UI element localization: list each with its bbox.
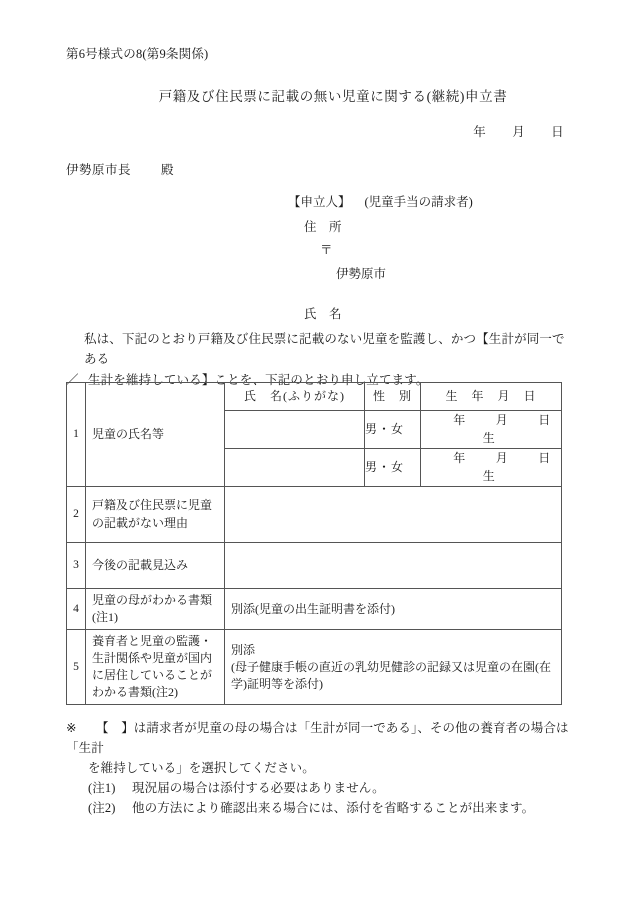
row-5-value-line-2: (母子健康手帳の直近の乳幼児健診の記録又は児童の在園(在 [231, 659, 551, 674]
row-4-value[interactable]: 別添(児童の出生証明書を添付) [225, 589, 562, 630]
child-2-sex-choice[interactable]: 男・女 [365, 449, 421, 487]
statement-line-2-text: 生計を維持している】ことを、下記のとおり申し立てます。 [88, 372, 429, 387]
notes-section [66, 718, 570, 818]
row-label-4: 児童の母がわかる書類(注1) [86, 589, 225, 630]
applicant-heading [288, 196, 473, 209]
note-1-label: (注1) [88, 781, 116, 795]
date-entry-line [473, 122, 564, 140]
addressee-honorific: 殿 [161, 163, 175, 177]
row-5-value[interactable] [225, 630, 562, 705]
child-1-dob-day: 日生 [482, 413, 551, 445]
addressee [66, 160, 174, 178]
applicant-name-label: 氏 名 [304, 307, 342, 321]
addressee-name: 伊勢原市長 [66, 163, 132, 177]
column-header-sex: 性 別 [365, 383, 421, 411]
date-year-label: 年 [473, 125, 487, 139]
statement-paragraph [66, 329, 566, 390]
row-number-4: 4 [67, 589, 86, 630]
applicant-block [288, 196, 473, 321]
note-1 [66, 778, 570, 798]
row-number-1: 1 [67, 383, 86, 487]
row-label-5: 養育者と児童の監護・生計関係や児童が国内に居住していることがわかる書類(注2) [86, 630, 225, 705]
row-number-5: 5 [67, 630, 86, 705]
row-5-value-line-3: 学)証明等を添付) [231, 676, 323, 691]
column-header-dob: 生 年 月 日 [421, 383, 562, 411]
document-title: 戸籍及び住民票に記載の無い児童に関する(継続)申立書 [158, 89, 508, 104]
note-marker-icon: ※ [66, 721, 77, 735]
row-number-2: 2 [67, 487, 86, 543]
table-row-header [67, 383, 562, 411]
note-2 [66, 798, 570, 818]
row-2-value-input[interactable] [225, 487, 562, 543]
child-2-dob-input[interactable] [421, 449, 562, 487]
child-1-name-input[interactable] [225, 411, 365, 449]
statement-slash: ／ [66, 372, 79, 387]
statement-line-1: 私は、下記のとおり戸籍及び住民票に記載のない児童を監護し、かつ【生計が同一である [84, 332, 565, 367]
table-row-3 [67, 543, 562, 589]
child-2-dob-month: 月 [495, 451, 509, 466]
form-code: 第6号様式の8(第9条関係) [66, 47, 209, 61]
declaration-table [66, 382, 562, 705]
applicant-city: 伊勢原市 [336, 266, 387, 281]
note-main-line-2: を維持している」を選択してください。 [88, 761, 315, 775]
child-1-dob-year: 年 [453, 413, 466, 428]
date-month-label: 月 [512, 125, 526, 139]
column-header-name: 氏 名(ふりがな) [225, 383, 365, 411]
row-label-2: 戸籍及び住民票に児童の記載がない理由 [86, 487, 225, 543]
child-2-dob-year: 年 [453, 451, 466, 466]
child-1-dob-input[interactable] [421, 411, 562, 449]
child-1-sex-choice[interactable]: 男・女 [365, 411, 421, 449]
date-day-label: 日 [551, 125, 564, 139]
applicant-bracket-label: 【申立人】 [288, 195, 351, 209]
postal-code-symbol: 〒 [320, 243, 333, 257]
row-number-3: 3 [67, 543, 86, 589]
child-2-name-input[interactable] [225, 449, 365, 487]
table-row-5 [67, 630, 562, 705]
note-2-text: 他の方法により確認出来る場合には、添付を省略することが出来ます。 [132, 801, 535, 815]
note-2-label: (注2) [88, 801, 116, 815]
applicant-address-label: 住 所 [304, 219, 342, 234]
table-row-4 [67, 589, 562, 630]
child-2-dob-day: 日生 [482, 451, 551, 483]
row-3-value-input[interactable] [225, 543, 562, 589]
table-row-2 [67, 487, 562, 543]
applicant-bracket-note: (児童手当の請求者) [364, 195, 473, 209]
note-main-line-1-text: 【 】は請求者が児童の母の場合は「生計が同一である」、その他の養育者の場合は「生計 [66, 721, 569, 755]
row-label-1: 児童の氏名等 [86, 383, 225, 487]
row-5-value-line-1: 別添 [231, 642, 256, 657]
child-1-dob-month: 月 [495, 413, 509, 428]
note-main-line-1 [66, 718, 570, 758]
note-1-text: 現況届の場合は添付する必要はありません。 [132, 781, 385, 795]
row-label-3: 今後の記載見込み [86, 543, 225, 589]
